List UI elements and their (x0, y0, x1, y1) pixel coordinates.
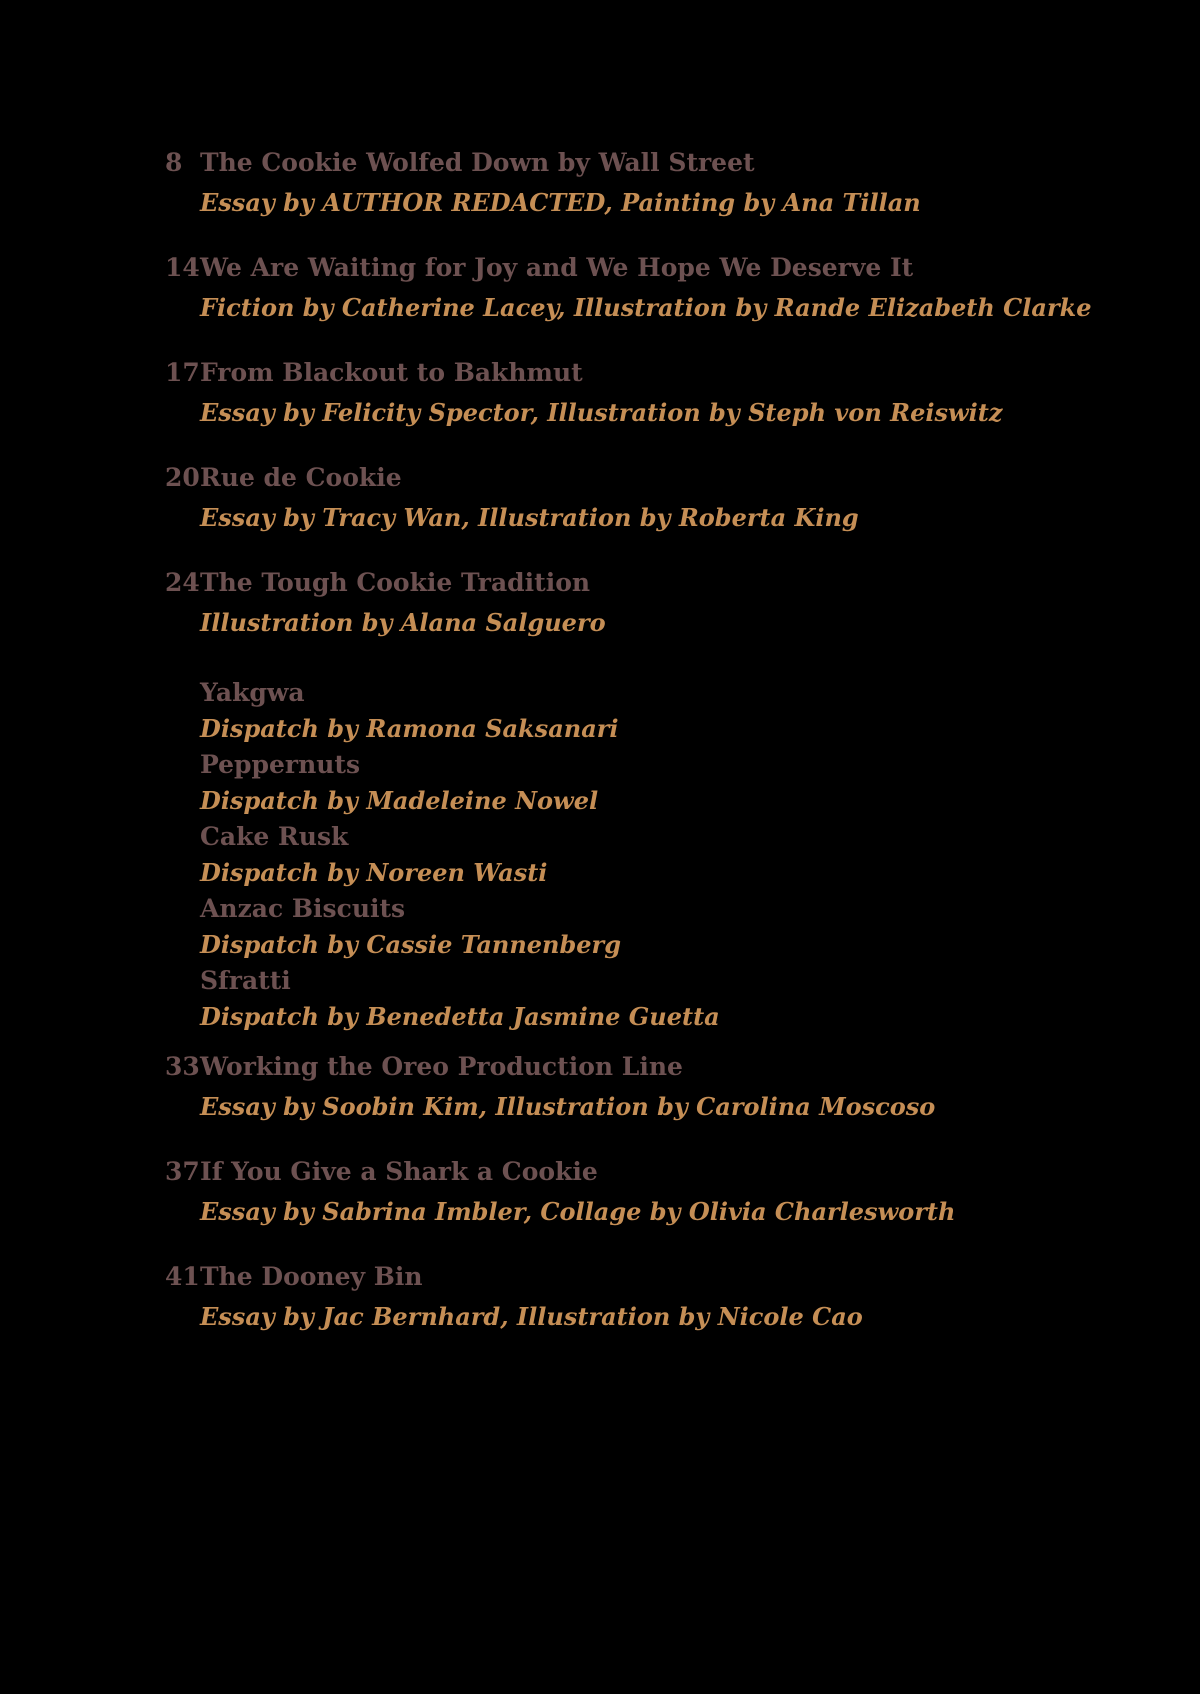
entry-title: From Blackout to Bakhmut (200, 358, 583, 387)
entry-title: Working the Oreo Production Line (200, 1052, 683, 1081)
page-number: 37 (165, 1157, 200, 1186)
dispatch-byline: Dispatch by Ramona Saksanari (200, 714, 619, 743)
entry-byline: Essay by Soobin Kim, Illustration by Carolina Moscoso (200, 1092, 936, 1121)
toc-entry (165, 1054, 1065, 1120)
dispatch-title: Sfratti (200, 966, 291, 995)
toc-entry (165, 570, 1065, 636)
page-number: 41 (165, 1262, 200, 1291)
dispatch-item (200, 747, 1065, 819)
toc-entry (165, 150, 1065, 216)
dispatch-title: Anzac Biscuits (200, 894, 406, 923)
table-of-contents (165, 148, 1092, 1369)
dispatch-item (200, 963, 1065, 1035)
dispatch-item (200, 675, 1065, 747)
entry-byline: Fiction by Catherine Lacey, Illustration by Rande Elizabeth Clarke (200, 293, 1092, 322)
page-number: 24 (165, 568, 200, 597)
entry-title: The Tough Cookie Tradition (200, 568, 591, 597)
page-number: 33 (165, 1052, 200, 1081)
dispatch-item (200, 891, 1065, 963)
page-number: 14 (165, 253, 200, 282)
toc-entry (165, 253, 1092, 322)
entry-title: If You Give a Shark a Cookie (200, 1157, 598, 1186)
toc-entry (165, 360, 1065, 426)
entry-byline: Essay by AUTHOR REDACTED, Painting by Ana Tillan (200, 188, 921, 217)
dispatch-title: Yakgwa (200, 678, 305, 707)
dispatch-byline: Dispatch by Benedetta Jasmine Guetta (200, 1002, 720, 1031)
dispatch-list (165, 675, 1065, 1035)
entry-title: We Are Waiting for Joy and We Hope We Deserve It (200, 253, 914, 282)
toc-entry (165, 1264, 1065, 1330)
page-number: 8 (165, 148, 183, 177)
dispatch-byline: Dispatch by Madeleine Nowel (200, 786, 599, 815)
toc-entry (165, 465, 1065, 531)
page-number: 17 (165, 358, 200, 387)
page-number: 20 (165, 463, 200, 492)
entry-byline: Essay by Jac Bernhard, Illustration by Nicole Cao (200, 1302, 863, 1331)
entry-byline: Essay by Sabrina Imbler, Collage by Olivia Charlesworth (200, 1197, 956, 1226)
entry-byline: Essay by Tracy Wan, Illustration by Roberta King (200, 503, 859, 532)
dispatch-item (200, 819, 1065, 891)
dispatch-title: Cake Rusk (200, 822, 349, 851)
toc-entry (165, 1159, 1065, 1225)
dispatch-title: Peppernuts (200, 750, 361, 779)
entry-title: The Cookie Wolfed Down by Wall Street (200, 148, 755, 177)
entry-byline: Essay by Felicity Spector, Illustration by Steph von Reiswitz (200, 398, 1003, 427)
entry-byline: Illustration by Alana Salguero (200, 608, 606, 637)
entry-title: The Dooney Bin (200, 1262, 423, 1291)
dispatch-byline: Dispatch by Cassie Tannenberg (200, 930, 621, 959)
entry-title: Rue de Cookie (200, 463, 402, 492)
dispatch-byline: Dispatch by Noreen Wasti (200, 858, 548, 887)
